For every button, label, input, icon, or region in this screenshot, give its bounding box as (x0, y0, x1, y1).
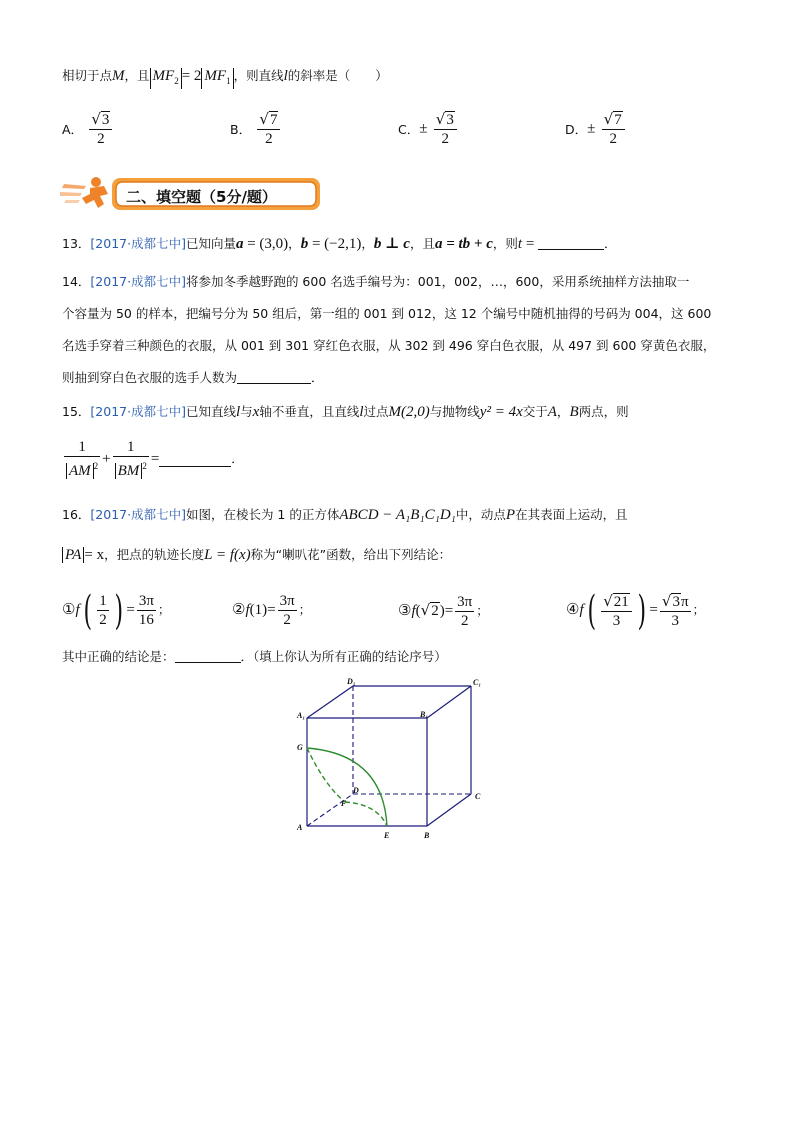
fraction-bm: $\frac{1}{BM ^2}$ (113, 438, 149, 480)
cube-figure (295, 676, 495, 842)
q12-stem-tail (62, 66, 388, 89)
mark: ④ (566, 602, 580, 618)
plus: + (102, 451, 111, 467)
source-tag: [2017·成都七中] (90, 507, 186, 522)
conclusion-2: ②f(1)= $\frac{3\pi}{2}$ ； (232, 593, 312, 628)
perp: b ⊥ c (373, 236, 410, 252)
text: 在其表面上运动，且 (515, 507, 628, 522)
mark: ② (232, 602, 246, 618)
q14-line4: 则抽到穿白色衣服的选手人数为 ． (62, 370, 324, 385)
fraction: $\frac{√3}{2}$ (89, 110, 112, 148)
text: 已知直线 (185, 404, 236, 419)
text: 将参加冬季越野跑的 600 名选手编号为：001，002，…，600，采用系统抽样方法抽取一 (185, 274, 690, 289)
label-c1: C₁ (473, 678, 482, 687)
plus-minus: ± (419, 120, 428, 137)
answer-blank[interactable] (538, 235, 604, 250)
point-m: M(2,0) (388, 404, 430, 420)
option-a[interactable] (62, 110, 114, 148)
q15-line2: $\frac{1}{AM ^2}$ + $\frac{1}{BM ^2}$ = ． (62, 438, 244, 480)
var-l: l (235, 404, 241, 420)
abs-mf2: $MF_2$ (150, 68, 182, 89)
option-c[interactable] (398, 110, 459, 148)
fraction: $\frac{√3}{2}$ (434, 110, 457, 148)
func-f: f (411, 603, 416, 619)
conclusion-1: ①f( $\frac{1}{2}$ ) = $\frac{3\pi}{16}$ ； (62, 587, 171, 634)
text: 则抽到穿白色衣服的选手人数为 (62, 370, 238, 385)
eq: = x (84, 547, 105, 563)
arc-front (307, 748, 387, 826)
cube-name: ABCD − A₁B₁C₁D₁ (339, 507, 456, 523)
var-x: x (252, 404, 260, 420)
text: 与 (240, 404, 253, 419)
text: ，且 (409, 236, 435, 251)
text: 相切于点 (62, 68, 113, 83)
text: ．（填上你认为所有正确的结论序号） (240, 649, 447, 664)
edge-b1c1 (427, 686, 471, 718)
option-d[interactable] (565, 110, 627, 148)
text: 轴不垂直，且直线 (259, 404, 360, 419)
source-tag: [2017·成都七中] (90, 236, 186, 251)
eq: = (150, 451, 160, 467)
eq: = (522, 236, 539, 252)
text: 过点 (363, 404, 389, 419)
q14-line1 (62, 272, 689, 292)
parabola: y² = 4x (479, 404, 523, 420)
conclusion-3: ③f(√2)= $\frac{3\pi}{2}$ ； (398, 594, 489, 629)
fraction-am: $\frac{1}{AM ^2}$ (64, 438, 100, 480)
mark: ① (62, 602, 76, 618)
edge-a1d1 (307, 686, 353, 718)
eq: = (3,0) (243, 236, 289, 252)
text: 两点，则 (578, 404, 629, 419)
answer-blank[interactable] (159, 452, 231, 467)
text: 已知向量 (185, 236, 236, 251)
q14-line2 (62, 304, 711, 324)
edge-bc (427, 794, 471, 826)
text: 名选手穿着三种颜色的衣服，从 001 到 301 穿红色衣服，从 302 到 496 穿白色衣服，从 497 到 600 穿黄色衣服， (62, 338, 716, 353)
text: ，则 (492, 236, 518, 251)
question-number: 14． (62, 274, 91, 289)
text: 与抛物线 (429, 404, 480, 419)
answer-blank[interactable] (175, 648, 241, 663)
label-g: G (297, 743, 303, 752)
source-tag: [2017·成都七中] (90, 274, 186, 289)
text: 其中正确的结论是： (62, 649, 175, 664)
option-b[interactable] (230, 110, 282, 148)
abs-mf1: $MF_1$ (201, 68, 233, 89)
mark: ③ (398, 603, 412, 619)
math-m: M (112, 68, 125, 84)
fraction: $\frac{√7}{2}$ (602, 110, 625, 148)
q16-line2 (62, 545, 451, 565)
text: 如图，在棱长为 1 的正方体 (185, 507, 340, 522)
label-a1: A₁ (297, 711, 306, 720)
text: 的斜率是（ ） (287, 68, 388, 83)
section-banner (60, 174, 325, 216)
text: ，则直线 (233, 68, 284, 83)
func-f: f (245, 602, 250, 618)
label-b1: B₁ (420, 710, 429, 719)
abs-pa: PA (62, 547, 84, 563)
label-d1: D₁ (347, 677, 356, 686)
label-c: C (475, 792, 481, 801)
text: 个容量为 50 的样本，把编号分为 50 组后，第一组的 001 到 012，这 12 个编号中随机抽得的号码为 004，这 600 (62, 306, 712, 321)
var-t: t (517, 236, 523, 252)
text: ，把点的轨迹长度 (104, 547, 205, 562)
arc-left (307, 748, 345, 802)
fraction: $\frac{√7}{2}$ (257, 110, 280, 148)
eq: = (−2,1) (308, 236, 362, 252)
option-letter: B． (230, 122, 252, 137)
option-letter: C． (398, 122, 420, 137)
label-b: B (424, 831, 430, 840)
text: 称为“喇叭花”函数，给出下列结论： (250, 547, 452, 562)
conclusion-4: ④f( $\frac{√21}{3}$ ) = $\frac{√3\pi}{3}$ ； (566, 587, 706, 634)
func-l: L = f(x) (204, 547, 251, 563)
question-number: 16． (62, 507, 91, 522)
func-f: f (75, 602, 80, 618)
question-number: 15． (62, 404, 91, 419)
eq: = 2 (181, 68, 202, 84)
var-p: P (505, 507, 516, 523)
text: 交于 (522, 404, 548, 419)
source-tag: [2017·成都七中] (90, 404, 186, 419)
answer-blank[interactable] (237, 369, 311, 384)
vec-b: b (300, 236, 309, 252)
q13: 13．[2017·成都七中]已知向量a = (3,0)，b = (−2,1)，b ⊥ c，且a = tb + c，则t = ． (62, 236, 617, 252)
vec-a: a (235, 236, 244, 252)
q16-conclusion-line (62, 647, 447, 667)
eq: a = tb + c (434, 236, 493, 252)
arc-bottom (345, 802, 387, 826)
q16-line1 (62, 505, 628, 525)
plus-minus: ± (587, 120, 596, 137)
option-letter: D． (565, 122, 588, 137)
var-l: l (359, 404, 364, 420)
section-title: 二、填空题（5分/题） (126, 188, 277, 206)
question-number: 13． (62, 236, 91, 251)
label-a: A (297, 823, 303, 832)
func-f: f (579, 602, 584, 618)
label-e: E (384, 831, 390, 840)
math-l: l (283, 68, 288, 84)
label-d: D (353, 786, 359, 795)
label-f: F (341, 799, 347, 808)
text: ，且 (124, 68, 150, 83)
q14-line3 (62, 336, 715, 356)
text: ， (556, 404, 570, 419)
var-a: A (547, 404, 557, 420)
option-letter: A． (62, 122, 84, 137)
var-b: B (569, 404, 579, 420)
text: 中，动点 (455, 507, 506, 522)
q15-line1 (62, 402, 629, 422)
